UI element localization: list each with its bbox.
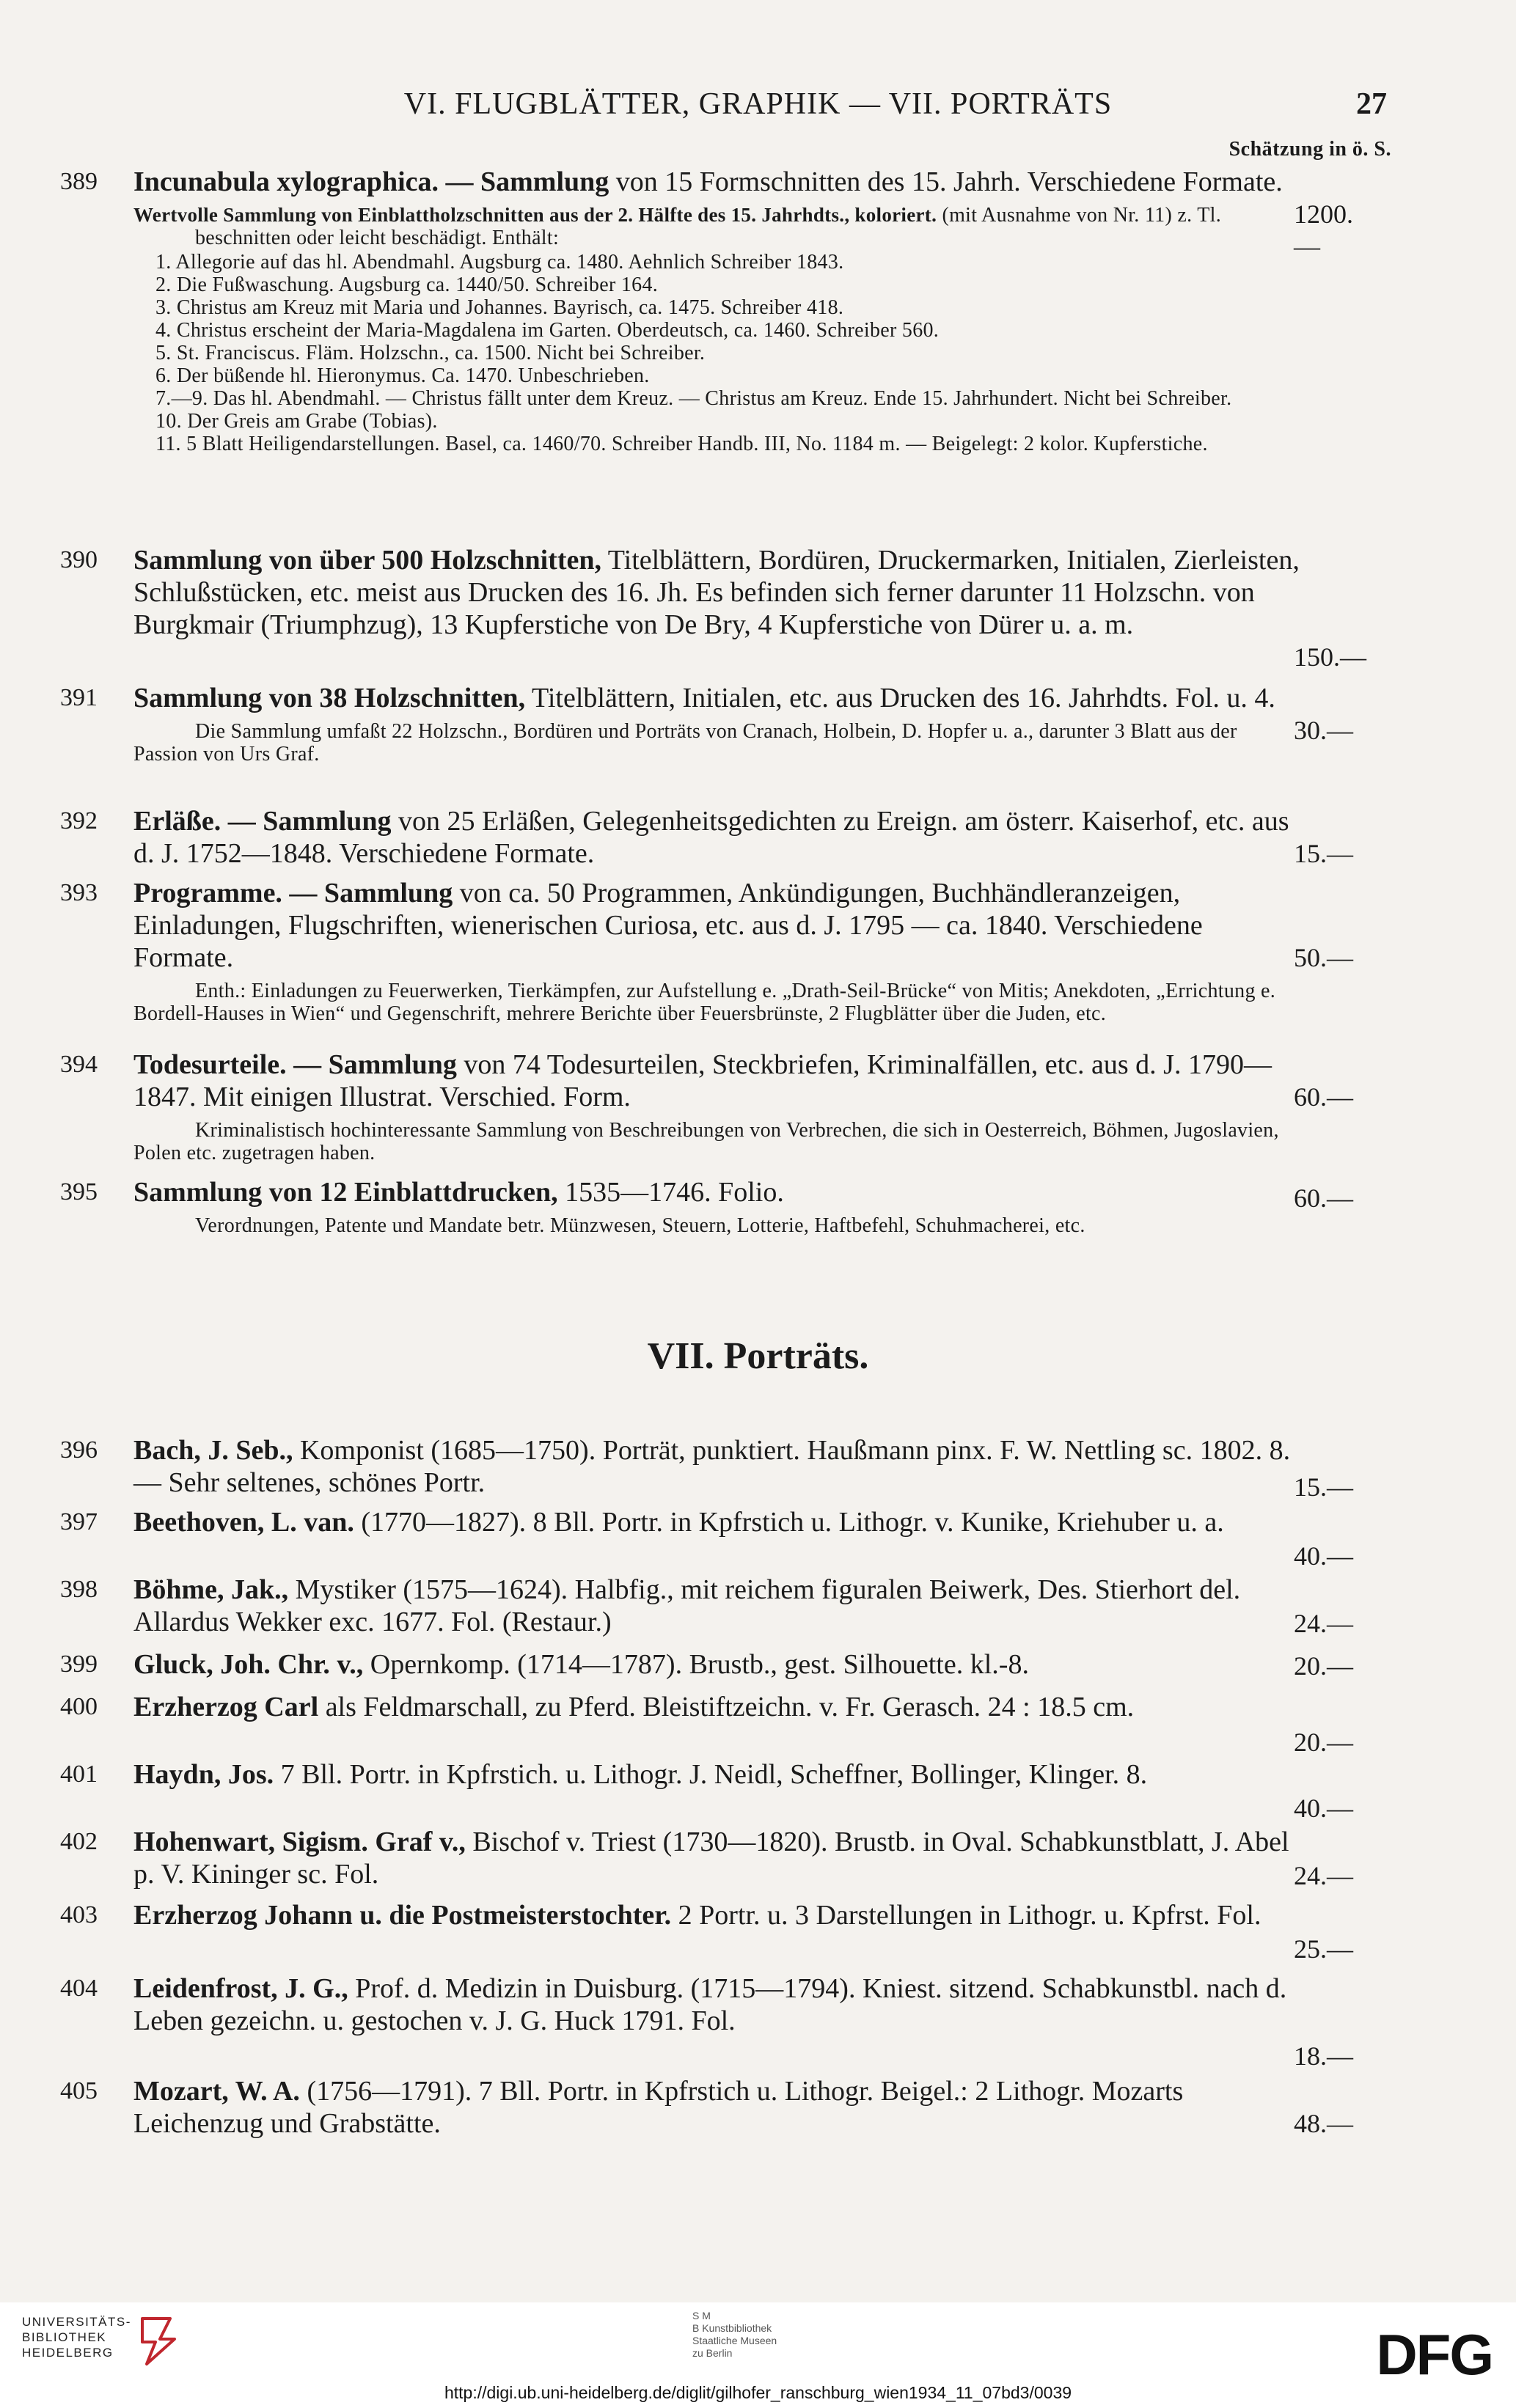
- catalogue-entry: [60, 682, 1353, 766]
- entry-description: Komponist (1685—1750). Porträt, punktiert. Haußmann pinx. F. W. Nettling sc. 1802. 8. — Sehr seltenes, schönes Portr.: [133, 1435, 1291, 1498]
- entry-heading: Erläße. — Sammlung: [133, 806, 392, 837]
- stamp-line: S M: [692, 2310, 711, 2321]
- entry-number: 390: [60, 546, 98, 573]
- entry-number: 394: [60, 1051, 98, 1078]
- entry-text: [133, 1648, 1300, 1681]
- entry-description: Opernkomp. (1714—1787). Brustb., gest. Silhouette. kl.-8.: [363, 1649, 1029, 1680]
- entry-description: (1756—1791). 7 Bll. Portr. in Kpfrstich u. Lithogr. Beigel.: 2 Lithogr. Mozarts Leichenzug und Grabstätte.: [133, 2076, 1184, 2139]
- entry-price: 150.—: [1294, 642, 1366, 672]
- entry-number: 397: [60, 1508, 98, 1535]
- entry-text: [133, 1691, 1300, 1723]
- entry-price: 24.—: [1294, 1861, 1353, 1890]
- list-item: 3. Christus am Kreuz mit Maria und Johannes. Bayrisch, ca. 1475. Schreiber 418.: [155, 296, 844, 319]
- list-item: 6. Der büßende hl. Hieronymus. Ca. 1470. Unbeschrieben.: [155, 364, 650, 387]
- entry-heading: Erzherzog Carl: [133, 1692, 319, 1722]
- entry-price: 1200.—: [1294, 199, 1353, 261]
- entry-price: 60.—: [1294, 1082, 1353, 1112]
- price-column-heading: Schätzung in ö. S.: [1228, 138, 1391, 161]
- entry-text: [133, 1176, 1300, 1208]
- stamp-line: Staatliche Museen: [692, 2335, 777, 2346]
- entry-description: von 25 Erläßen, Gelegenheitsgedichten zu Ereign. am österr. Kaiserhof, etc. aus d. J. 1752—1848. Verschiedene Formate.: [133, 806, 1289, 869]
- entry-text: [133, 2075, 1300, 2140]
- list-item: 4. Christus erscheint der Maria-Magdalena im Garten. Oberdeutsch, ca. 1460. Schreiber 560.: [155, 319, 940, 342]
- catalogue-entry: [60, 1691, 1353, 1757]
- entry-text: [133, 1574, 1300, 1638]
- entry-description: Bischof v. Triest (1730—1820). Brustb. in Oval. Schabkunstblatt, J. Abel p. V. Kininger sc. Fol.: [133, 1827, 1289, 1890]
- header-title: VI. FLUGBLÄTTER, GRAPHIK — VII. PORTRÄTS: [403, 87, 1113, 121]
- entry-heading: Sammlung von 12 Einblattdrucken,: [133, 1177, 558, 1208]
- catalogue-entry: [60, 1049, 1353, 1164]
- entry-heading: Leidenfrost, J. G.,: [133, 1973, 348, 2004]
- entry-text: [133, 1758, 1300, 1791]
- catalogue-entry: [60, 1758, 1353, 1823]
- entry-description: als Feldmarschall, zu Pferd. Bleistiftzeichn. v. Fr. Gerasch. 24 : 18.5 cm.: [318, 1692, 1135, 1722]
- entry-note: Die Sammlung umfaßt 22 Holzschn., Bordüren und Porträts von Cranach, Holbein, D. Hopfer u. a., darunter 3 Blatt aus der Passion von Urs Graf.: [133, 720, 1237, 766]
- permalink-url[interactable]: http://digi.ub.uni-heidelberg.de/diglit/gilhofer_ranschburg_wien1934_11_07bd3/0039: [444, 2383, 1072, 2402]
- catalogue-entry: [60, 1648, 1353, 1681]
- entry-text: [133, 1434, 1300, 1499]
- list-item: 11. 5 Blatt Heiligendarstellungen. Basel, ca. 1460/70. Schreiber Handb. III, No. 1184 m. — Beigelegt: 2 kolor. Kupferstiche.: [155, 433, 1208, 455]
- entry-description: Prof. d. Medizin in Duisburg. (1715—1794). Kniest. sitzend. Schabkunstbl. nach d. Leben gezeichn. u. gestochen v. J. G. Huck 1791. Fol.: [133, 1973, 1287, 2036]
- entry-number: 389: [60, 168, 98, 195]
- entry-number: 392: [60, 807, 98, 834]
- entry-number: 403: [60, 1901, 98, 1928]
- note-text: (mit Ausnahme von Nr. 11) z. Tl. beschnitten oder leicht beschädigt. Enthält:: [195, 204, 1221, 249]
- entry-description: von ca. 50 Programmen, Ankündigungen, Buchhändleranzeigen, Einladungen, Flugschriften, wienerischen Curiosa, etc. aus d. J. 1795 — ca. 1840. Verschiedene Formate.: [133, 878, 1203, 973]
- entry-description: 1535—1746. Folio.: [557, 1177, 784, 1208]
- entry-number: 393: [60, 879, 98, 906]
- entry-heading: Erzherzog Johann u. die Postmeisterstochter.: [133, 1900, 672, 1931]
- entry-heading: Sammlung von 38 Holzschnitten,: [133, 683, 526, 713]
- entry-number: 404: [60, 1975, 98, 2002]
- list-item: 7.—9. Das hl. Abendmahl. — Christus fällt unter dem Kreuz. — Christus am Kreuz. Ende 15. Jahrhundert. Nicht bei Schreiber.: [155, 387, 1232, 410]
- running-header: [0, 82, 1516, 126]
- entry-note: Verordnungen, Patente und Mandate betr. Münzwesen, Steuern, Lotterie, Haftbefehl, Schuhmacherei, etc.: [195, 1214, 1085, 1237]
- library-emblem-icon: [138, 2313, 179, 2368]
- stamp-line: B Kunstbibliothek: [692, 2322, 772, 2334]
- list-item: 5. St. Franciscus. Fläm. Holzschn., ca. 1500. Nicht bei Schreiber.: [155, 342, 706, 364]
- entry-number: 405: [60, 2077, 98, 2104]
- entry-heading: Sammlung von über 500 Holzschnitten,: [133, 545, 601, 576]
- entry-text: [133, 1826, 1300, 1890]
- entry-text: [133, 682, 1300, 714]
- entry-text: [133, 1506, 1300, 1538]
- entry-price: 15.—: [1294, 1472, 1353, 1502]
- section-title: VII. Porträts.: [647, 1335, 869, 1377]
- entry-price: 40.—: [1294, 1794, 1353, 1823]
- entry-price: 24.—: [1294, 1609, 1353, 1638]
- catalogue-entry: [60, 544, 1366, 672]
- entry-description: (1770—1827). 8 Bll. Portr. in Kpfrstich u. Lithogr. v. Kunike, Kriehuber u. a.: [354, 1507, 1224, 1538]
- stamp-line: zu Berlin: [692, 2347, 733, 2359]
- entry-number: 402: [60, 1828, 98, 1855]
- logo-line: UNIVERSITÄTS-: [22, 2315, 131, 2329]
- entry-price: 60.—: [1294, 1183, 1353, 1213]
- entry-price: 50.—: [1294, 943, 1353, 972]
- entry-text: [133, 1049, 1300, 1113]
- catalogue-entry: [60, 805, 1353, 870]
- museum-stamp: [692, 2310, 777, 2360]
- entry-price: 48.—: [1294, 2109, 1353, 2138]
- catalogue-entry: [60, 877, 1353, 1025]
- catalogue-entry: [60, 1826, 1353, 1890]
- entry-text: [133, 544, 1300, 641]
- entry-number: 398: [60, 1576, 98, 1603]
- entry-text: [133, 1972, 1300, 2037]
- entry-heading: Programme. — Sammlung: [133, 878, 453, 908]
- entry-note: [133, 204, 1300, 249]
- entry-price: 20.—: [1294, 1728, 1353, 1757]
- entry-note: Kriminalistisch hochinteressante Sammlung von Beschreibungen von Verbrechen, die sich in Oesterreich, Böhmen, Jugoslavien, Polen etc. zugetragen haben.: [133, 1119, 1279, 1164]
- catalogue-entry: [60, 1506, 1353, 1571]
- entry-number: 391: [60, 684, 98, 711]
- entry-note: Enth.: Einladungen zu Feuerwerken, Tierkämpfen, zur Aufstellung e. „Drath-Seil-Brücke“ von Mitis; Anekdoten, „Errichtung e. Bordell-Hauses in Wien“ und Gegenschrift, mehrere Berichte über Feuersbrünste, 2 Flugblätter über die Juden, etc.: [133, 980, 1276, 1025]
- list-item: 2. Die Fußwaschung. Augsburg ca. 1440/50. Schreiber 164.: [155, 274, 659, 296]
- entry-number: 399: [60, 1651, 98, 1678]
- logo-line: BIBLIOTHEK: [22, 2330, 107, 2344]
- entry-heading: Mozart, W. A.: [133, 2076, 300, 2107]
- entry-number: 401: [60, 1761, 98, 1788]
- entry-heading: Beethoven, L. van.: [133, 1507, 354, 1538]
- entry-heading: Hohenwart, Sigism. Graf v.,: [133, 1827, 466, 1857]
- entry-heading: Bach, J. Seb.,: [133, 1435, 293, 1466]
- dfg-logo[interactable]: DFG: [1376, 2322, 1493, 2387]
- catalogue-entry: [60, 1434, 1353, 1502]
- entry-description: 2 Portr. u. 3 Darstellungen in Lithogr. u. Kpfrst. Fol.: [671, 1900, 1261, 1931]
- entry-heading: Todesurteile. — Sammlung: [133, 1049, 457, 1080]
- catalogue-entry: [60, 1574, 1353, 1638]
- logo-line: HEIDELBERG: [22, 2346, 114, 2360]
- entry-price: 15.—: [1294, 839, 1353, 868]
- entry-number: 395: [60, 1178, 98, 1205]
- entry-number: 396: [60, 1436, 98, 1464]
- entry-description: von 15 Formschnitten des 15. Jahrh. Verschiedene Formate.: [609, 166, 1283, 197]
- entry-text: [133, 877, 1300, 974]
- entry-price: 18.—: [1294, 2041, 1353, 2071]
- catalogue-entry: [60, 1972, 1353, 2071]
- list-item: 10. Der Greis am Grabe (Tobias).: [155, 410, 438, 433]
- library-logo[interactable]: [22, 2314, 131, 2360]
- note-heading: Wertvolle Sammlung von Einblattholzschnitten aus der 2. Hälfte des 15. Jahrhdts., koloriert.: [133, 204, 937, 226]
- catalogue-entry: [60, 1899, 1353, 1964]
- catalogue-entry: [60, 1176, 1353, 1237]
- list-item: 1. Allegorie auf das hl. Abendmahl. Augsburg ca. 1480. Aehnlich Schreiber 1843.: [155, 251, 844, 274]
- contents-list: [133, 251, 1300, 455]
- entry-price: 20.—: [1294, 1651, 1353, 1681]
- entry-description: Mystiker (1575—1624). Halbfig., mit reichem figuralen Beiwerk, Des. Stierhort del. Allardus Wekker exc. 1677. Fol. (Restaur.): [133, 1574, 1241, 1637]
- entry-heading: Böhme, Jak.,: [133, 1574, 289, 1605]
- entry-heading: Gluck, Joh. Chr. v.,: [133, 1649, 364, 1680]
- entry-description: 7 Bll. Portr. in Kpfrstich. u. Lithogr. J. Neidl, Scheffner, Bollinger, Klinger. 8.: [274, 1759, 1148, 1790]
- entry-price: 25.—: [1294, 1934, 1353, 1964]
- entry-text: [133, 1899, 1300, 1931]
- entry-description: Titelblättern, Bordüren, Druckermarken, Initialen, Zierleisten, Schlußstücken, etc. meist aus Drucken des 16. Jh. Es befinden sich ferner darunter 11 Holzschn. von Burgkmair (Triumphzug), 13 Kupferstiche von De Bry, 4 Kupferstiche von Dürer u. a. m.: [133, 545, 1300, 640]
- catalogue-entry: [60, 166, 1353, 455]
- entry-text: [133, 805, 1300, 870]
- entry-price: 30.—: [1294, 716, 1353, 745]
- entry-number: 400: [60, 1693, 98, 1720]
- entry-description: Titelblättern, Initialen, etc. aus Drucken des 16. Jahrhdts. Fol. u. 4.: [525, 683, 1275, 713]
- entry-heading: Haydn, Jos.: [133, 1759, 274, 1790]
- page-number: 27: [1356, 87, 1387, 121]
- catalogue-entry: [60, 2075, 1353, 2140]
- viewer-footer: [0, 2302, 1516, 2408]
- entry-price: 40.—: [1294, 1541, 1353, 1571]
- entry-text: [133, 166, 1300, 198]
- entry-heading: Incunabula xylographica. — Sammlung: [133, 166, 609, 197]
- entry-description: von 74 Todesurteilen, Steckbriefen, Kriminalfällen, etc. aus d. J. 1790—1847. Mit einigen Illustrat. Verschied. Form.: [133, 1049, 1272, 1112]
